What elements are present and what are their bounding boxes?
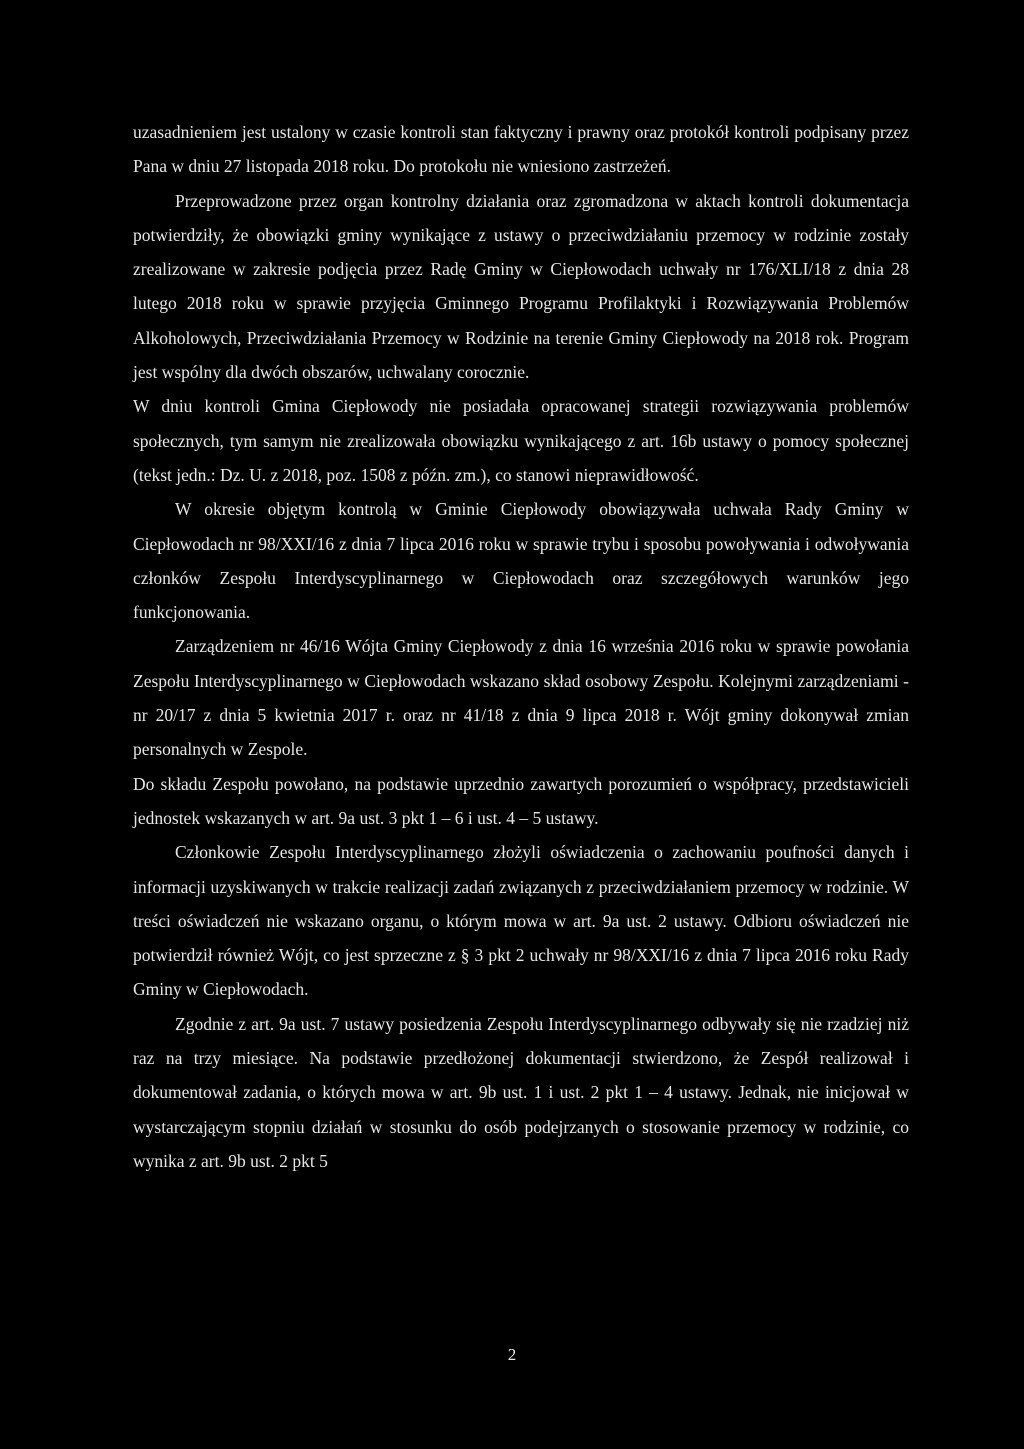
page-number: 2: [507, 1345, 517, 1364]
paragraph-4: W okresie objętym kontrolą w Gminie Ciepłowody obowiązywała uchwała Rady Gminy w Ciepłowodach nr 98/XXI/16 z dnia 7 lipca 2016 roku w sprawie trybu i sposobu powoływania i odwoływania członków Zespołu Interdyscyplinarnego w Ciepłowodach oraz szczegółowych warunków jego funkcjonowania.: [133, 499, 909, 623]
paragraph-6: Do składu Zespołu powołano, na podstawie uprzednio zawartych porozumień o współpracy, przedstawicieli jednostek wskazanych w art. 9a ust. 3 pkt 1 – 6 i ust. 4 – 5 ustawy.: [133, 773, 909, 828]
paragraph-1: uzasadnieniem jest ustalony w czasie kontroli stan faktyczny i prawny oraz protokół kontroli podpisany przez Pana w dniu 27 listopada 2018 roku. Do protokołu nie wniesiono zastrzeżeń.: [133, 122, 909, 177]
document-page: [133, 115, 909, 1178]
paragraph-3: W dniu kontroli Gmina Ciepłowody nie posiadała opracowanej strategii rozwiązywania problemów społecznych, tym samym nie zrealizowała obowiązku wynikającego z art. 16b ustawy o pomocy społecznej (tekst jedn.: Dz. U. z 2018, poz. 1508 z późn. zm.), co stanowi nieprawidłowość.: [133, 396, 909, 485]
paragraph-8: Zgodnie z art. 9a ust. 7 ustawy posiedzenia Zespołu Interdyscyplinarnego odbywały się nie rzadziej niż raz na trzy miesiące. Na podstawie przedłożonej dokumentacji stwierdzono, że Zespół realizował i dokumentował zadania, o których mowa w art. 9b ust. 1 i ust. 2 pkt 1 – 4 ustawy. Jednak, nie inicjował w wystarczającym stopniu działań w stosunku do osób podejrzanych o stosowanie przemocy w rodzinie, co wynika z art. 9b ust. 2 pkt 5: [133, 1013, 909, 1171]
paragraph-5: Zarządzeniem nr 46/16 Wójta Gminy Ciepłowody z dnia 16 września 2016 roku w sprawie powołania Zespołu Interdyscyplinarnego w Ciepłowodach wskazano skład osobowy Zespołu. Kolejnymi zarządzeniami - nr 20/17 z dnia 5 kwietnia 2017 r. oraz nr 41/18 z dnia 9 lipca 2018 r. Wójt gminy dokonywał zmian personalnych w Zespole.: [133, 636, 909, 760]
paragraph-7: Członkowie Zespołu Interdyscyplinarnego złożyli oświadczenia o zachowaniu poufności danych i informacji uzyskiwanych w trakcie realizacji zadań związanych z przeciwdziałaniem przemocy w rodzinie. W treści oświadczeń nie wskazano organu, o którym mowa w art. 9a ust. 2 ustawy. Odbioru oświadczeń nie potwierdził również Wójt, co jest sprzeczne z § 3 pkt 2 uchwały nr 98/XXI/16 z dnia 7 lipca 2016 roku Rady Gminy w Ciepłowodach.: [133, 842, 909, 1000]
paragraph-2: Przeprowadzone przez organ kontrolny działania oraz zgromadzona w aktach kontroli dokumentacja potwierdziły, że obowiązki gminy wynikające z ustawy o przeciwdziałaniu przemocy w rodzinie zostały zrealizowane w zakresie podjęcia przez Radę Gminy w Ciepłowodach uchwały nr 176/XLI/18 z dnia 28 lutego 2018 roku w sprawie przyjęcia Gminnego Programu Profilaktyki i Rozwiązywania Problemów Alkoholowych, Przeciwdziałania Przemocy w Rodzinie na terenie Gminy Ciepłowody na 2018 rok. Program jest wspólny dla dwóch obszarów, uchwalany corocznie.: [133, 190, 909, 383]
